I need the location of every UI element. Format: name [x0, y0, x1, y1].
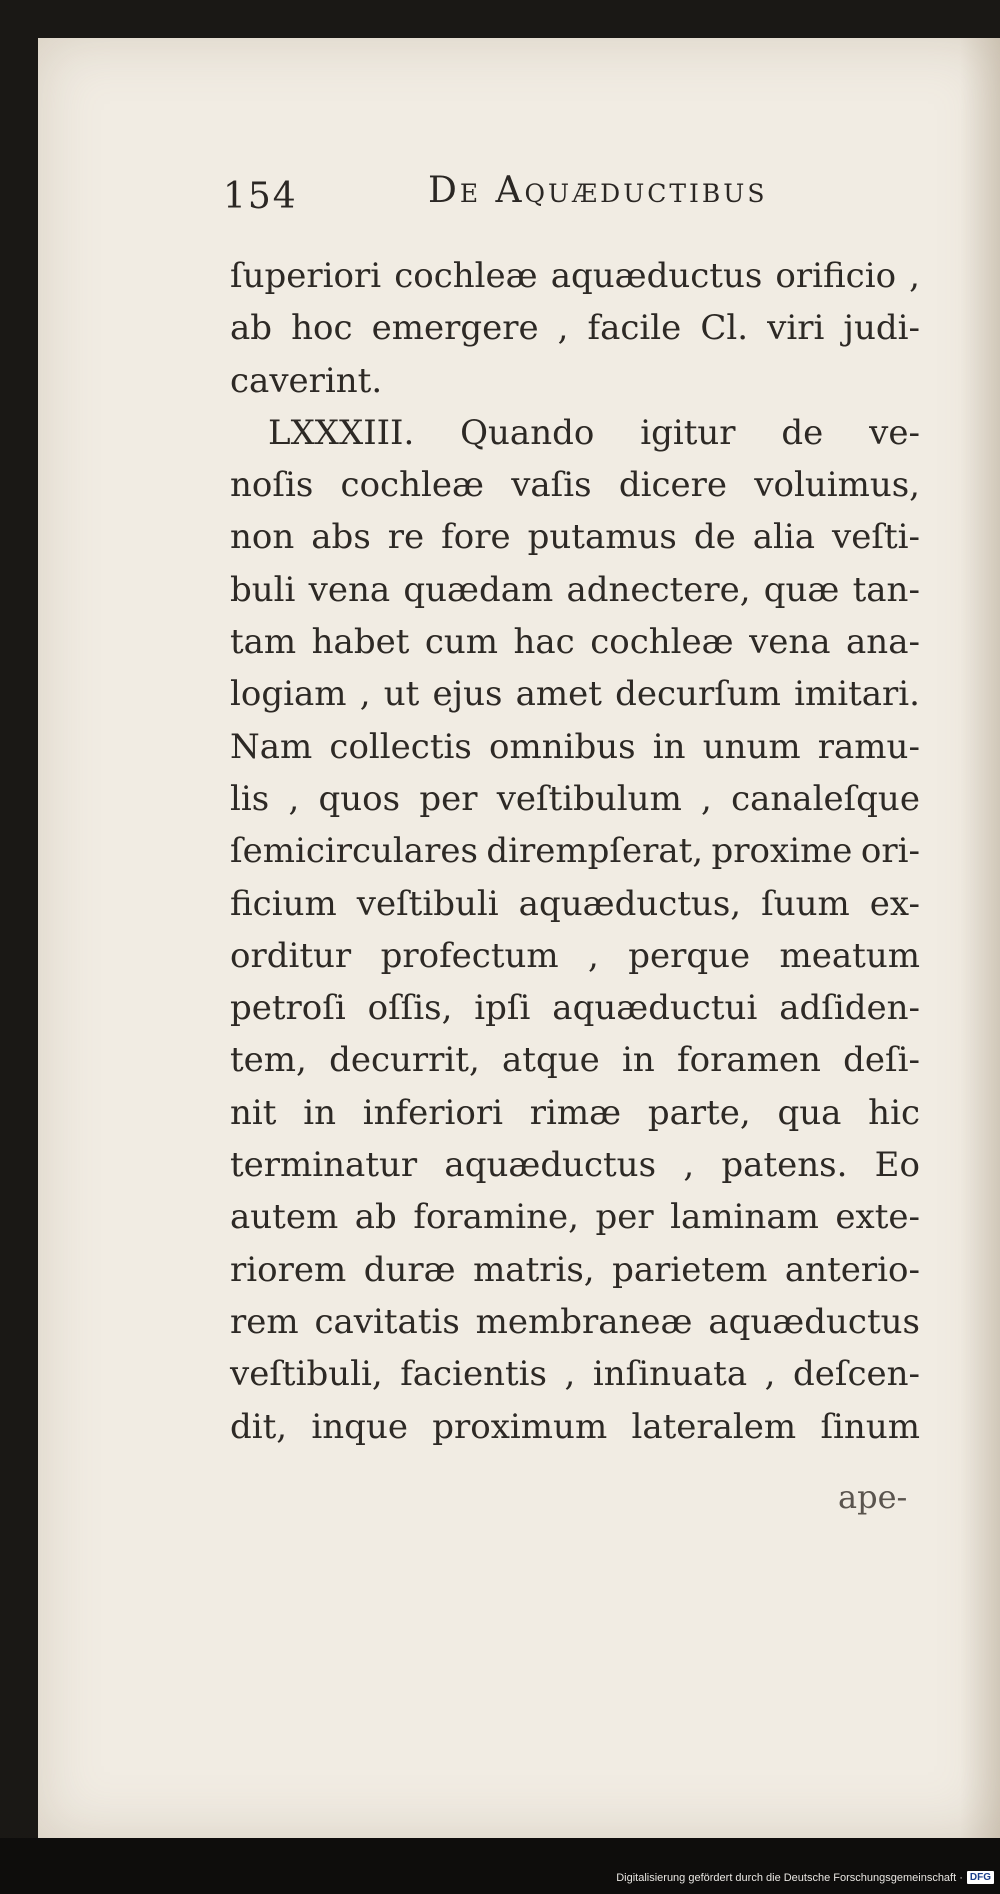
section-heading-line: LXXXIII. Quando igitur de ve- — [268, 412, 920, 453]
text-line: ſemicirculares dirempſerat, proxime ori- — [230, 831, 920, 872]
text-line: nit in inferiori rimæ parte, qua hic — [230, 1092, 920, 1133]
catchword: ape- — [838, 1478, 908, 1516]
text-line: dit, inque proximum lateralem ſinum — [230, 1406, 920, 1447]
text-line: logiam , ut ejus amet decurſum imitari. — [230, 674, 920, 715]
text-line: non abs re fore putamus de alia veſti- — [230, 517, 920, 558]
text-line: ab hoc emergere , facile Cl. viri judi- — [230, 308, 920, 349]
digitization-credit — [616, 1871, 994, 1884]
text-line: tam habet cum hac cochleæ vena ana- — [230, 622, 920, 663]
text-line: petroſi oſſis, ipſi aquæductui adſiden- — [230, 988, 920, 1029]
text-line: riorem duræ matris, parietem anterio- — [230, 1249, 920, 1290]
book-page — [38, 38, 1000, 1838]
text-line: terminatur aquæductus , patens. Eo — [230, 1145, 920, 1186]
text-line: caverint. — [230, 360, 383, 401]
credit-text: Digitalisierung gefördert durch die Deutsche Forschungsgemeinschaft · — [616, 1871, 963, 1884]
text-line: ſuperiori cochleæ aquæductus orificio , — [230, 256, 920, 296]
page-number: 154 — [223, 176, 298, 217]
text-line: buli vena quædam adnectere, quæ tan- — [230, 569, 920, 610]
text-line: lis , quos per veſtibulum , canaleſque — [230, 778, 920, 819]
text-line: tem, decurrit, atque in foramen deſi- — [230, 1040, 920, 1081]
text-line: noſis cochleæ vaſis dicere voluimus, — [230, 465, 920, 506]
text-line: orditur profectum , perque meatum — [230, 935, 920, 976]
scan-bottom-strip — [0, 1838, 1000, 1894]
dfg-logo-icon: DFG — [967, 1871, 994, 1884]
page-edge-shadow — [960, 38, 1000, 1838]
text-line: veſtibuli, facientis , inſinuata , deſcen- — [230, 1354, 920, 1395]
body-text — [230, 250, 920, 1453]
text-line: ficium veſtibuli aquæductus, ſuum ex- — [230, 883, 920, 924]
text-line: rem cavitatis membraneæ aquæductus — [230, 1301, 920, 1342]
running-head — [223, 170, 768, 230]
text-line: autem ab foramine, per laminam exte- — [230, 1197, 920, 1238]
running-head-title: De Aquæductibus — [428, 170, 768, 211]
text-line: Nam collectis omnibus in unum ramu- — [230, 726, 920, 767]
